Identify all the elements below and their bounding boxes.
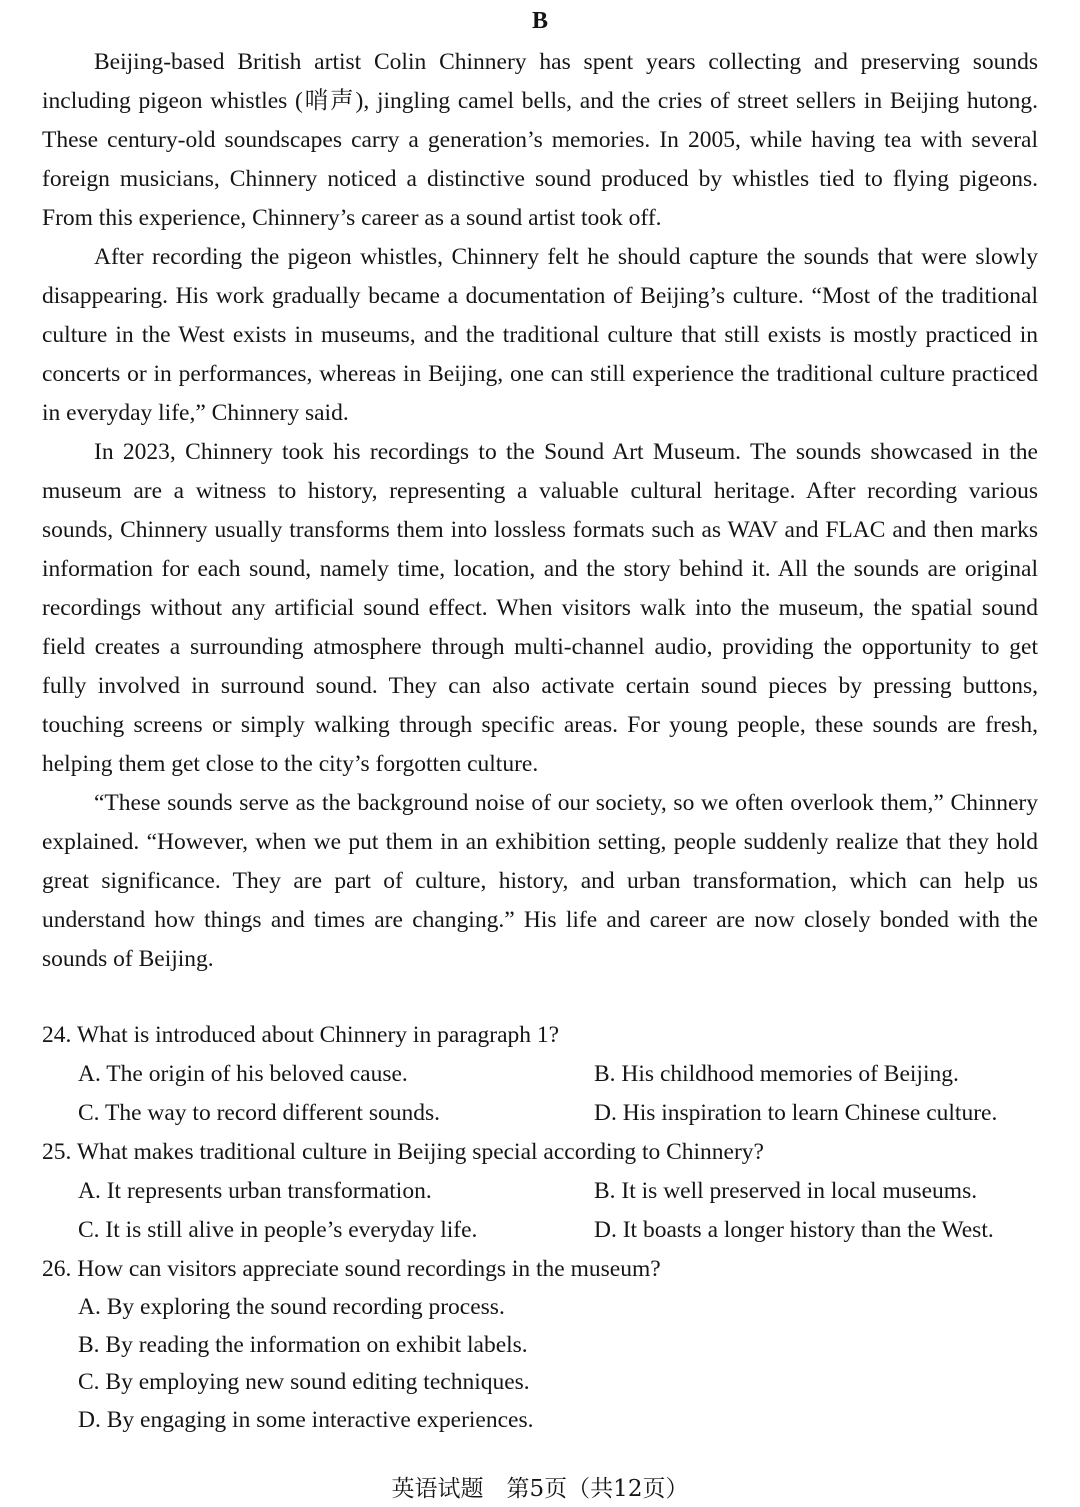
question-24 — [42, 1016, 1038, 1133]
question-stem: 24. What is introduced about Chinnery in paragraph 1? — [42, 1022, 560, 1048]
option-d: D. It boasts a longer history than the West. — [594, 1217, 994, 1243]
question-stem: 26. How can visitors appreciate sound recordings in the museum? — [42, 1256, 661, 1282]
answer-options — [42, 1289, 1038, 1439]
option-d: D. By engaging in some interactive experiences. — [78, 1406, 534, 1433]
option-c: C. It is still alive in people’s everyday life. — [78, 1217, 478, 1243]
question-25 — [42, 1133, 1038, 1250]
passage-paragraph-2: After recording the pigeon whistles, Chinnery felt he should capture the sounds that were slowly disappearing. His work gradually became a documentation of Beijing’s culture. “Most of the traditional culture in the West exists in museums, and the traditional culture that still exists is mostly practiced in concerts or in performances, whereas in Beijing, one can still experience the traditional culture practiced in everyday life,” Chinnery said. — [42, 244, 1038, 426]
option-d: D. His inspiration to learn Chinese culture. — [594, 1100, 998, 1126]
option-c: C. The way to record different sounds. — [78, 1100, 440, 1126]
option-c: C. By employing new sound editing techniques. — [78, 1369, 530, 1395]
option-a: A. By exploring the sound recording process. — [78, 1294, 505, 1320]
option-b: B. It is well preserved in local museums. — [594, 1178, 978, 1204]
option-a: A. The origin of his beloved cause. — [78, 1061, 408, 1087]
answer-options — [42, 1172, 1038, 1250]
option-a: A. It represents urban transformation. — [78, 1178, 432, 1204]
page-footer: 英语试题 第5页（共12页） — [391, 1476, 689, 1502]
passage-paragraph-1: Beijing-based British artist Colin Chinnery has spent years collecting and preserving sounds including pigeon whistles (哨声), jingling camel bells, and the cries of street sellers in Beijing hutong. These century-old soundscapes carry a generation’s memories. In 2005, while having tea with several foreign musicians, Chinnery noticed a distinctive sound produced by whistles tied to flying pigeons. From this experience, Chinnery’s career as a sound artist took off. — [42, 49, 1038, 231]
reading-passage — [42, 43, 1038, 979]
question-26 — [42, 1250, 1038, 1439]
option-b: B. His childhood memories of Beijing. — [594, 1061, 959, 1087]
section-heading: B — [531, 8, 548, 34]
passage-paragraph-3: In 2023, Chinnery took his recordings to the Sound Art Museum. The sounds showcased in the museum are a witness to history, representing a valuable cultural heritage. After recording various sounds, Chinnery usually transforms them into lossless formats such as WAV and FLAC and then marks information for each sound, namely time, location, and the story behind it. All the sounds are original recordings without any artificial sound effect. When visitors walk into the museum, the spatial sound field creates a surrounding atmosphere through multi-channel audio, providing the opportunity to get fully involved in surround sound. They can also activate certain sound pieces by pressing buttons, touching screens or simply walking through specific areas. For young people, these sounds are fresh, helping them get close to the city’s forgotten culture. — [42, 439, 1038, 777]
option-b: B. By reading the information on exhibit labels. — [78, 1331, 528, 1358]
passage-paragraph-4: “These sounds serve as the background noise of our society, so we often overlook them,” Chinnery explained. “However, when we put them in an exhibition setting, people suddenly realize that they hold great significance. They are part of culture, history, and urban transformation, which can help us understand how things and times are changing.” His life and career are now closely bonded with the sounds of Beijing. — [42, 790, 1038, 972]
question-list — [42, 1016, 1038, 1439]
question-stem: 25. What makes traditional culture in Beijing special according to Chinnery? — [42, 1139, 764, 1165]
answer-options — [42, 1055, 1038, 1133]
